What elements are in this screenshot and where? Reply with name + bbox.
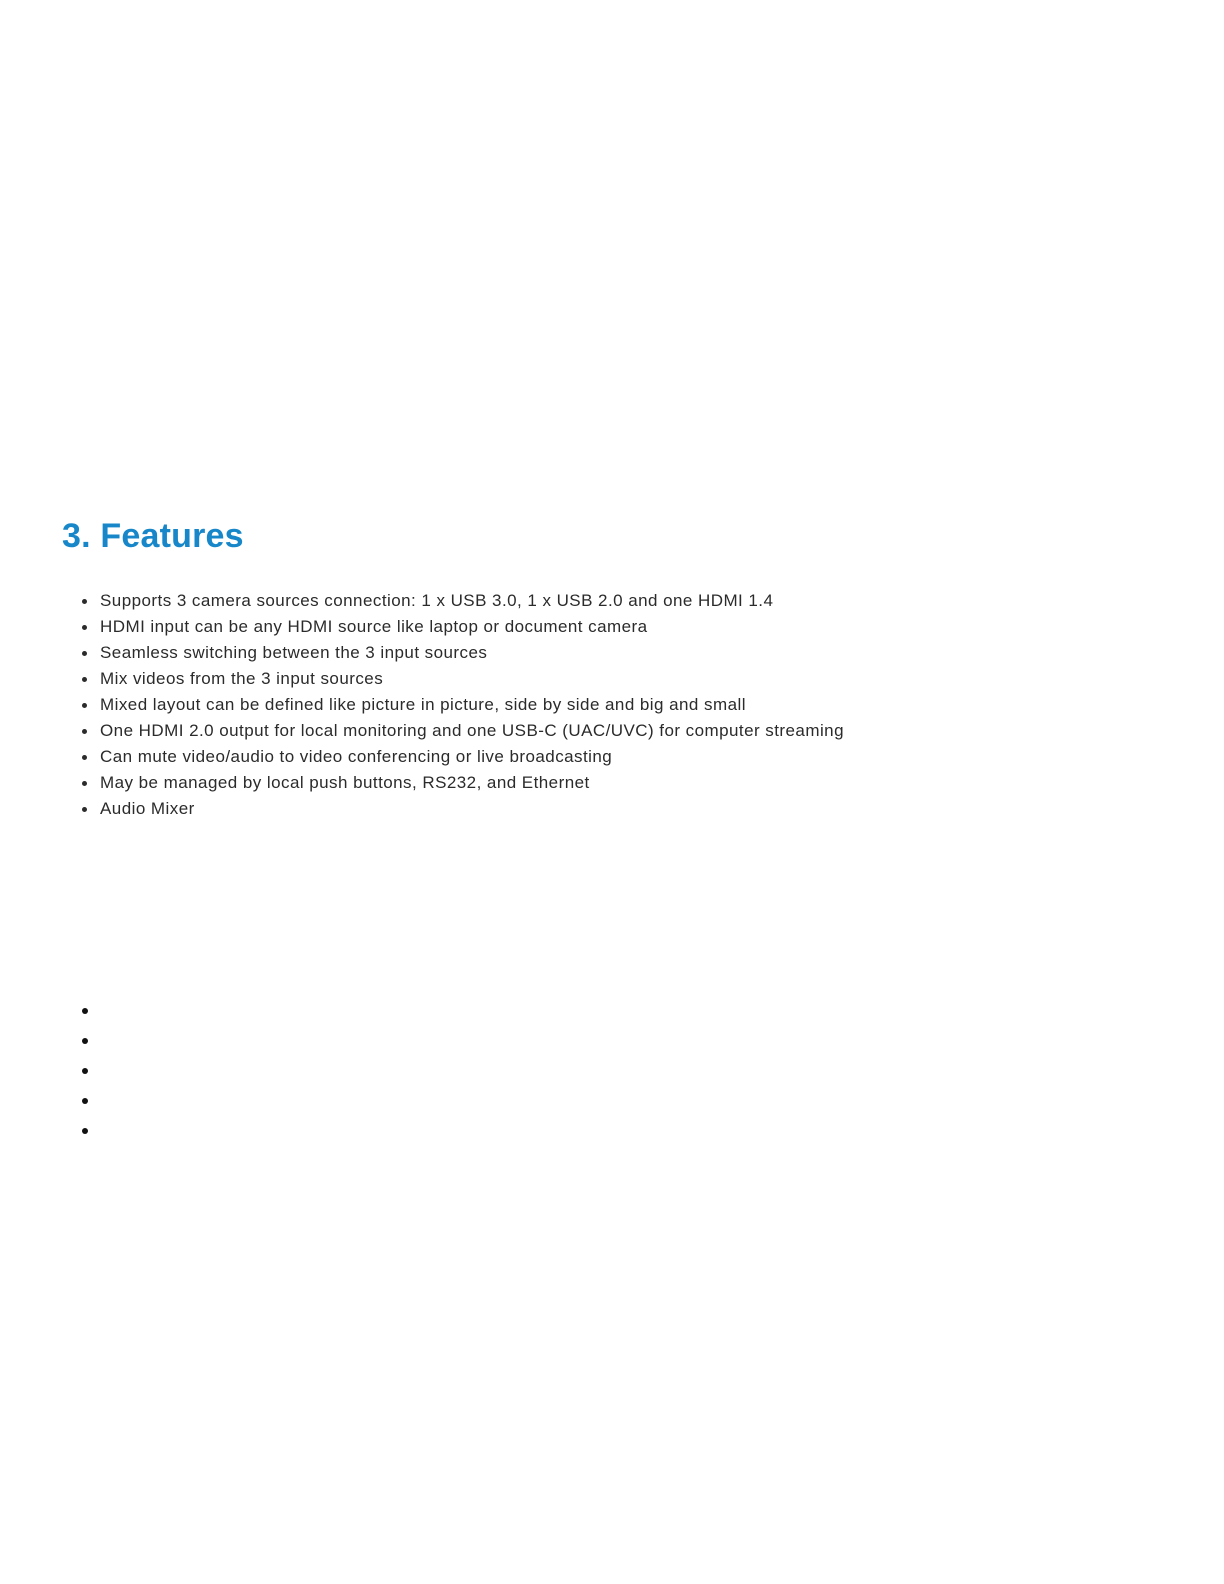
feature-item: Audio Mixer	[63, 796, 1103, 822]
feature-item: Mix videos from the 3 input sources	[63, 666, 1103, 692]
section-heading: 3. Features	[62, 517, 244, 555]
empty-bullet-item	[63, 1116, 463, 1146]
empty-bullet-item	[63, 1086, 463, 1116]
feature-item: Seamless switching between the 3 input sources	[63, 640, 1103, 666]
empty-bullet-list	[63, 996, 463, 1146]
feature-item: One HDMI 2.0 output for local monitoring and one USB-C (UAC/UVC) for computer streaming	[63, 718, 1103, 744]
feature-item: May be managed by local push buttons, RS232, and Ethernet	[63, 770, 1103, 796]
feature-item: Can mute video/audio to video conferencing or live broadcasting	[63, 744, 1103, 770]
features-list	[63, 588, 1103, 822]
empty-bullet-item	[63, 1026, 463, 1056]
empty-bullet-item	[63, 996, 463, 1026]
feature-item: Supports 3 camera sources connection: 1 x USB 3.0, 1 x USB 2.0 and one HDMI 1.4	[63, 588, 1103, 614]
feature-item: Mixed layout can be defined like picture in picture, side by side and big and small	[63, 692, 1103, 718]
empty-bullet-item	[63, 1056, 463, 1086]
feature-item: HDMI input can be any HDMI source like laptop or document camera	[63, 614, 1103, 640]
